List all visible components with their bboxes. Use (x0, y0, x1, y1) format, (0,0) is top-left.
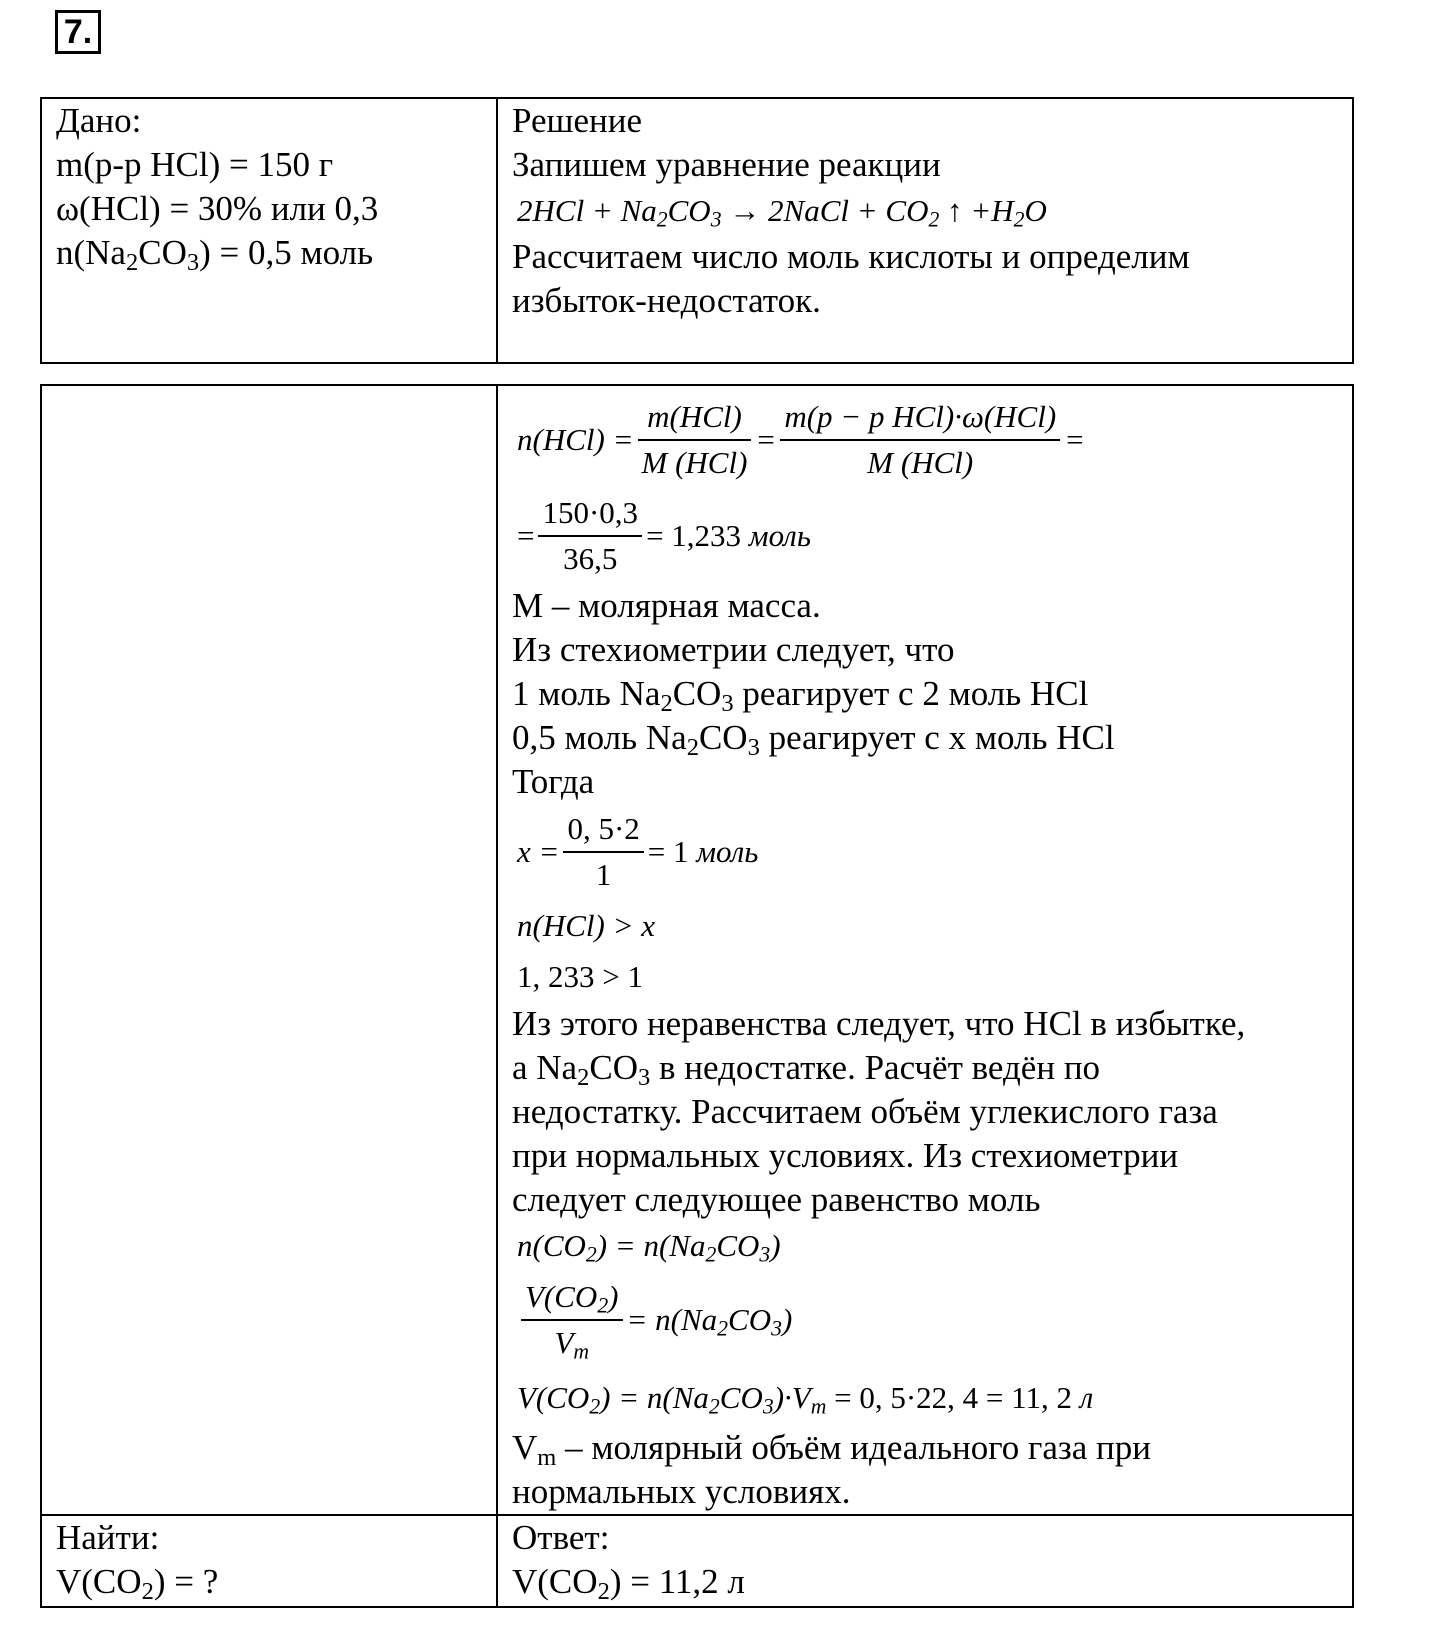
x-formula: x = $\frac{0, 5\cdot 2}{1}$ = 1 моль (517, 804, 1352, 900)
solution-text: $V_m$ – молярный объём идеального газа при (512, 1428, 1151, 1472)
inequality-1: n(HCl) > x (517, 908, 656, 943)
solution-text: избыток-недостаток. (512, 281, 821, 320)
moles-equality: $n(CO_2) = n(Na_2CO_3)$ (517, 1228, 781, 1267)
nhcl-formula: n(HCl) = $\frac{\text{m(HCl)}}{\text{M (HCl)}}$ = $\frac{\text{m(p − p HCl)·ω(HCl)}}{\text{M (HCl)}}$ = (517, 392, 1352, 488)
solution-text: нормальных условиях. (512, 1472, 851, 1511)
volume-ratio-formula: $\frac{V(CO_2)}{V_m}$ = $n(Na_2CO_3)$ (517, 1270, 1352, 1370)
given-line: $n(Na_2CO_3) = 0,5$ моль (56, 233, 374, 277)
reaction-equation: $2HCl + Na_2CO_3$ → 2NaCl + $CO_2$ ↑ $+H_2O$ (517, 193, 1047, 232)
solution-body-cell (497, 385, 1353, 1515)
answer-cell (497, 1515, 1353, 1607)
solution-text: Рассчитаем число моль кислоты и определим (512, 237, 1190, 276)
volume-formula: $V(CO_2) = n(Na_2CO_3)\cdot V_m = 0$, 5·22, 4 = 11, 2 л (517, 1380, 1094, 1419)
solution-text: следует следующее равенство моль (512, 1180, 1041, 1219)
main-solution-table (40, 384, 1354, 1608)
empty-left-cell (41, 385, 497, 1515)
nhcl-value: = $\frac{150\cdot 0,3}{36,5}$ = 1,233 моль (517, 488, 1352, 584)
find-value: $V(CO_2)$ = ? (56, 1562, 219, 1606)
solution-text: Тогда (512, 762, 595, 801)
solution-intro: Запишем уравнение реакции (512, 145, 941, 184)
given-line: ω(HCl) = 30% или 0,3 (56, 189, 379, 228)
given-line: m(р-р HCl) = 150 г (56, 145, 334, 184)
solution-text: Из этого неравенства следует, что HCl в избытке, (512, 1004, 1246, 1043)
solution-text: недостатку. Рассчитаем объём углекислого газа (512, 1092, 1218, 1131)
task-number: 7. (55, 10, 101, 54)
inequality-2: 1, 233 > 1 (517, 959, 643, 994)
answer-header: Ответ: (512, 1518, 610, 1557)
given-cell (41, 98, 497, 363)
given-solution-table (40, 97, 1354, 364)
solution-text: M – молярная масса. (512, 586, 821, 625)
solution-text: 1 моль $Na_2CO_3$ реагирует с 2 моль HCl (512, 674, 1089, 718)
solution-text: при нормальных условиях. Из стехиометрии (512, 1136, 1179, 1175)
solution-text: а $Na_2CO_3$ в недостатке. Расчёт ведён по (512, 1048, 1101, 1092)
solution-text: 0,5 моль $Na_2CO_3$ реагирует с х моль HCl (512, 718, 1115, 762)
given-header: Дано: (56, 101, 142, 140)
solution-intro-cell (497, 98, 1353, 363)
answer-value: $V(CO_2) = 11,2$ л (512, 1562, 745, 1606)
solution-header: Решение (512, 101, 643, 140)
solution-text: Из стехиометрии следует, что (512, 630, 955, 669)
find-header: Найти: (56, 1518, 160, 1557)
find-cell (41, 1515, 497, 1607)
